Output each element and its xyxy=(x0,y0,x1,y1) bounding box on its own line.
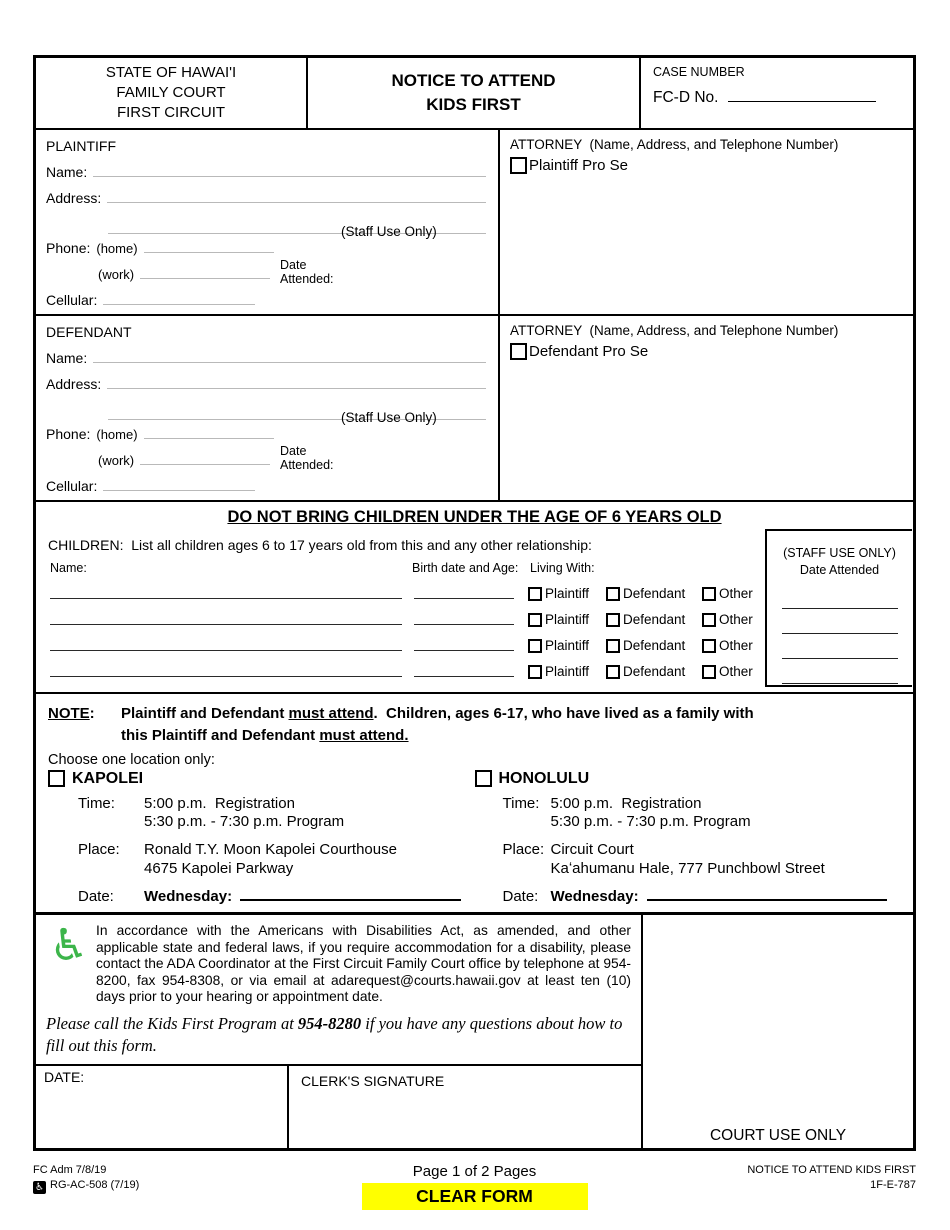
honolulu-date-input[interactable] xyxy=(647,889,887,901)
defendant-section xyxy=(36,316,913,502)
living-with-header: Living With: xyxy=(530,561,595,575)
work-label: (work) xyxy=(98,267,135,282)
living-with-other-label: Other xyxy=(719,664,753,679)
kapolei-place: Ronald T.Y. Moon Kapolei Courthouse 4675 Kapolei Parkway xyxy=(144,841,397,877)
age-warning: DO NOT BRING CHILDREN UNDER THE AGE OF 6 YEARS OLD xyxy=(227,508,722,526)
living-with-plaintiff-label: Plaintiff xyxy=(545,638,590,653)
plaintiff-address-input[interactable] xyxy=(107,190,486,203)
name-label: Name: xyxy=(46,350,88,366)
ada-notice xyxy=(36,915,641,1008)
page-number: Page 1 of 2 Pages xyxy=(412,1163,537,1180)
living-with-plaintiff-label: Plaintiff xyxy=(545,586,590,601)
living-with-defendant-label: Defendant xyxy=(623,586,686,601)
staff-use-label: (Staff Use Only) xyxy=(341,410,437,425)
child-row xyxy=(48,579,913,605)
defendant-info xyxy=(36,316,500,500)
choose-location-label: Choose one location only: xyxy=(48,751,215,768)
child-name-input[interactable] xyxy=(50,650,402,651)
address-label: Address: xyxy=(46,376,102,392)
kids-first-form xyxy=(33,55,916,1151)
child-name-input[interactable] xyxy=(50,676,402,677)
living-with-defendant-label: Defendant xyxy=(623,664,686,679)
form-admin-code: FC Adm 7/8/19 xyxy=(33,1164,107,1176)
ada-text: In accordance with the Americans with Disabilities Act, as amended, and other applicable state and federal laws, if you require accommodation for a disability, please contact the ADA Coordinator at the First Circuit Family Court office by telephone at 954-8200, fax 954-8308, or via email at adarequest@courts.hawaii.gov at least ten (10) days prior to your hearing or appointment date. xyxy=(96,923,631,1005)
child-birthdate-input[interactable] xyxy=(414,624,514,625)
living-with-plaintiff-checkbox[interactable] xyxy=(528,613,542,627)
note-label: NOTE xyxy=(48,705,90,722)
defendant-cellular-input[interactable] xyxy=(103,478,255,491)
living-with-plaintiff-label: Plaintiff xyxy=(545,664,590,679)
plaintiff-home-phone-input[interactable] xyxy=(144,240,274,253)
living-with-defendant-checkbox[interactable] xyxy=(606,613,620,627)
date-label: Date: xyxy=(78,887,114,905)
defendant-work-phone-input[interactable] xyxy=(140,452,270,465)
form-title xyxy=(308,58,641,128)
bottom-section xyxy=(36,912,913,1148)
phone-label: Phone: xyxy=(46,426,91,442)
work-label: (work) xyxy=(98,453,135,468)
staff-date-attended-label: Date Attended xyxy=(799,563,880,577)
home-label: (home) xyxy=(96,427,138,442)
case-number-prefix: FC-D No. xyxy=(653,89,719,106)
plaintiff-role-label: PLAINTIFF xyxy=(46,138,117,154)
plaintiff-attorney-box xyxy=(500,130,913,314)
date-box[interactable] xyxy=(36,1066,289,1148)
date-attended-label: Date Attended: xyxy=(280,258,334,287)
honolulu-time: 5:00 p.m. Registration 5:30 p.m. - 7:30 p.m. Program xyxy=(550,794,751,831)
child-name-input[interactable] xyxy=(50,624,402,625)
clerk-signature-box[interactable] xyxy=(289,1066,641,1148)
children-section xyxy=(36,502,913,694)
child-name-header: Name: xyxy=(50,561,87,575)
form-revision-code: RG-AC-508 (7/19) xyxy=(50,1179,140,1192)
living-with-defendant-label: Defendant xyxy=(623,612,686,627)
date-attended-label: Date Attended: xyxy=(280,444,334,473)
living-with-other-checkbox[interactable] xyxy=(702,665,716,679)
living-with-other-checkbox[interactable] xyxy=(702,613,716,627)
defendant-address-input[interactable] xyxy=(107,376,486,389)
wednesday-label: Wednesday: xyxy=(144,887,233,905)
court-use-box xyxy=(643,915,913,1148)
child-row xyxy=(48,605,913,631)
note-section xyxy=(36,694,913,912)
defendant-role-label: DEFENDANT xyxy=(46,324,132,340)
living-with-other-checkbox[interactable] xyxy=(702,587,716,601)
child-birthdate-input[interactable] xyxy=(414,598,514,599)
time-label: Time: xyxy=(78,794,115,812)
place-label: Place: xyxy=(78,841,120,858)
court-line: STATE OF HAWAI'I xyxy=(105,63,237,81)
honolulu-option xyxy=(475,770,902,905)
defendant-pro-se-checkbox[interactable] xyxy=(510,343,527,360)
living-with-other-checkbox[interactable] xyxy=(702,639,716,653)
child-row xyxy=(48,631,913,657)
court-line: FAMILY COURT xyxy=(116,83,226,101)
wheelchair-icon: ♿ xyxy=(49,920,89,971)
address-label: Address: xyxy=(46,190,102,206)
court-line: FIRST CIRCUIT xyxy=(116,104,226,122)
form-header xyxy=(36,58,913,130)
cellular-label: Cellular: xyxy=(46,478,98,494)
kids-first-phone: 954-8280 xyxy=(297,1013,362,1033)
accessibility-icon: ♿ xyxy=(33,1181,46,1194)
wednesday-label: Wednesday: xyxy=(550,887,639,905)
form-title-line: NOTICE TO ATTEND xyxy=(391,71,556,91)
living-with-plaintiff-label: Plaintiff xyxy=(545,612,590,627)
defendant-pro-se-label: Defendant Pro Se xyxy=(529,343,649,360)
case-number-input[interactable] xyxy=(728,88,876,102)
document-code: 1F-E-787 xyxy=(870,1179,916,1192)
cellular-label: Cellular: xyxy=(46,292,98,308)
kapolei-date-input[interactable] xyxy=(240,889,460,901)
case-number-block xyxy=(641,58,913,128)
staff-use-title: (STAFF USE ONLY) xyxy=(783,546,896,560)
defendant-attorney-box xyxy=(500,316,913,500)
attendance-note: NOTE: Plaintiff and Defendant must attend. Children, ages 6-17, who have lived as a family with this Plaintiff and Defendant must attend. xyxy=(48,705,754,744)
staff-use-label: (Staff Use Only) xyxy=(341,224,437,239)
honolulu-label: HONOLULU xyxy=(498,769,590,787)
living-with-defendant-checkbox[interactable] xyxy=(606,587,620,601)
living-with-plaintiff-checkbox[interactable] xyxy=(528,665,542,679)
child-birthdate-input[interactable] xyxy=(414,650,514,651)
time-label: Time: xyxy=(502,794,540,812)
form-title-line: KIDS FIRST xyxy=(426,95,521,114)
date-box-label: DATE: xyxy=(44,1069,85,1086)
clerk-signature-label: CLERK'S SIGNATURE xyxy=(301,1073,445,1090)
living-with-plaintiff-checkbox[interactable] xyxy=(528,639,542,653)
kapolei-checkbox[interactable] xyxy=(48,770,65,787)
living-with-defendant-checkbox[interactable] xyxy=(606,665,620,679)
living-with-other-label: Other xyxy=(719,586,753,601)
place-label: Place: xyxy=(502,841,545,858)
court-name-block xyxy=(36,58,308,128)
living-with-other-label: Other xyxy=(719,612,753,627)
child-row xyxy=(48,657,913,683)
living-with-defendant-checkbox[interactable] xyxy=(606,639,620,653)
date-label: Date: xyxy=(502,887,539,905)
case-number-label: CASE NUMBER xyxy=(653,65,745,79)
plaintiff-info xyxy=(36,130,500,314)
name-label: Name: xyxy=(46,164,88,180)
defendant-name-input[interactable] xyxy=(93,350,486,363)
document-title-footer: NOTICE TO ATTEND KIDS FIRST xyxy=(747,1164,916,1176)
children-instruction: CHILDREN: List all children ages 6 to 17 years old from this and any other relationship: xyxy=(48,537,592,553)
defendant-home-phone-input[interactable] xyxy=(144,426,274,439)
clear-form-button[interactable]: CLEAR FORM xyxy=(362,1183,588,1210)
honolulu-place: Circuit Court Kaʻahumanu Hale, 777 Punchbowl Street xyxy=(550,841,825,877)
home-label: (home) xyxy=(96,241,138,256)
living-with-defendant-label: Defendant xyxy=(623,638,686,653)
birthdate-header: Birth date and Age: xyxy=(412,561,519,575)
living-with-plaintiff-checkbox[interactable] xyxy=(528,587,542,601)
plaintiff-work-phone-input[interactable] xyxy=(140,266,270,279)
plaintiff-pro-se-checkbox[interactable] xyxy=(510,157,527,174)
attorney-label: ATTORNEY (Name, Address, and Telephone Number) xyxy=(510,323,839,338)
kapolei-option xyxy=(48,770,475,905)
page-footer xyxy=(33,1163,916,1210)
kapolei-time: 5:00 p.m. Registration 5:30 p.m. - 7:30 p.m. Program xyxy=(144,794,345,831)
children-column-headers xyxy=(48,561,913,579)
child-name-input[interactable] xyxy=(50,598,402,599)
phone-label: Phone: xyxy=(46,240,91,256)
attorney-label: ATTORNEY (Name, Address, and Telephone Number) xyxy=(510,137,839,152)
kapolei-label: KAPOLEI xyxy=(72,769,144,787)
child-birthdate-input[interactable] xyxy=(414,676,514,677)
plaintiff-section xyxy=(36,130,913,316)
living-with-other-label: Other xyxy=(719,638,753,653)
honolulu-checkbox[interactable] xyxy=(475,770,492,787)
kids-first-help-note: Please call the Kids First Program at 954-8280 if you have any questions about how to fill out this form. xyxy=(46,1013,623,1055)
court-use-only-label: COURT USE ONLY xyxy=(709,1127,847,1144)
plaintiff-name-input[interactable] xyxy=(93,164,486,177)
plaintiff-pro-se-label: Plaintiff Pro Se xyxy=(529,157,628,174)
plaintiff-cellular-input[interactable] xyxy=(103,292,255,305)
